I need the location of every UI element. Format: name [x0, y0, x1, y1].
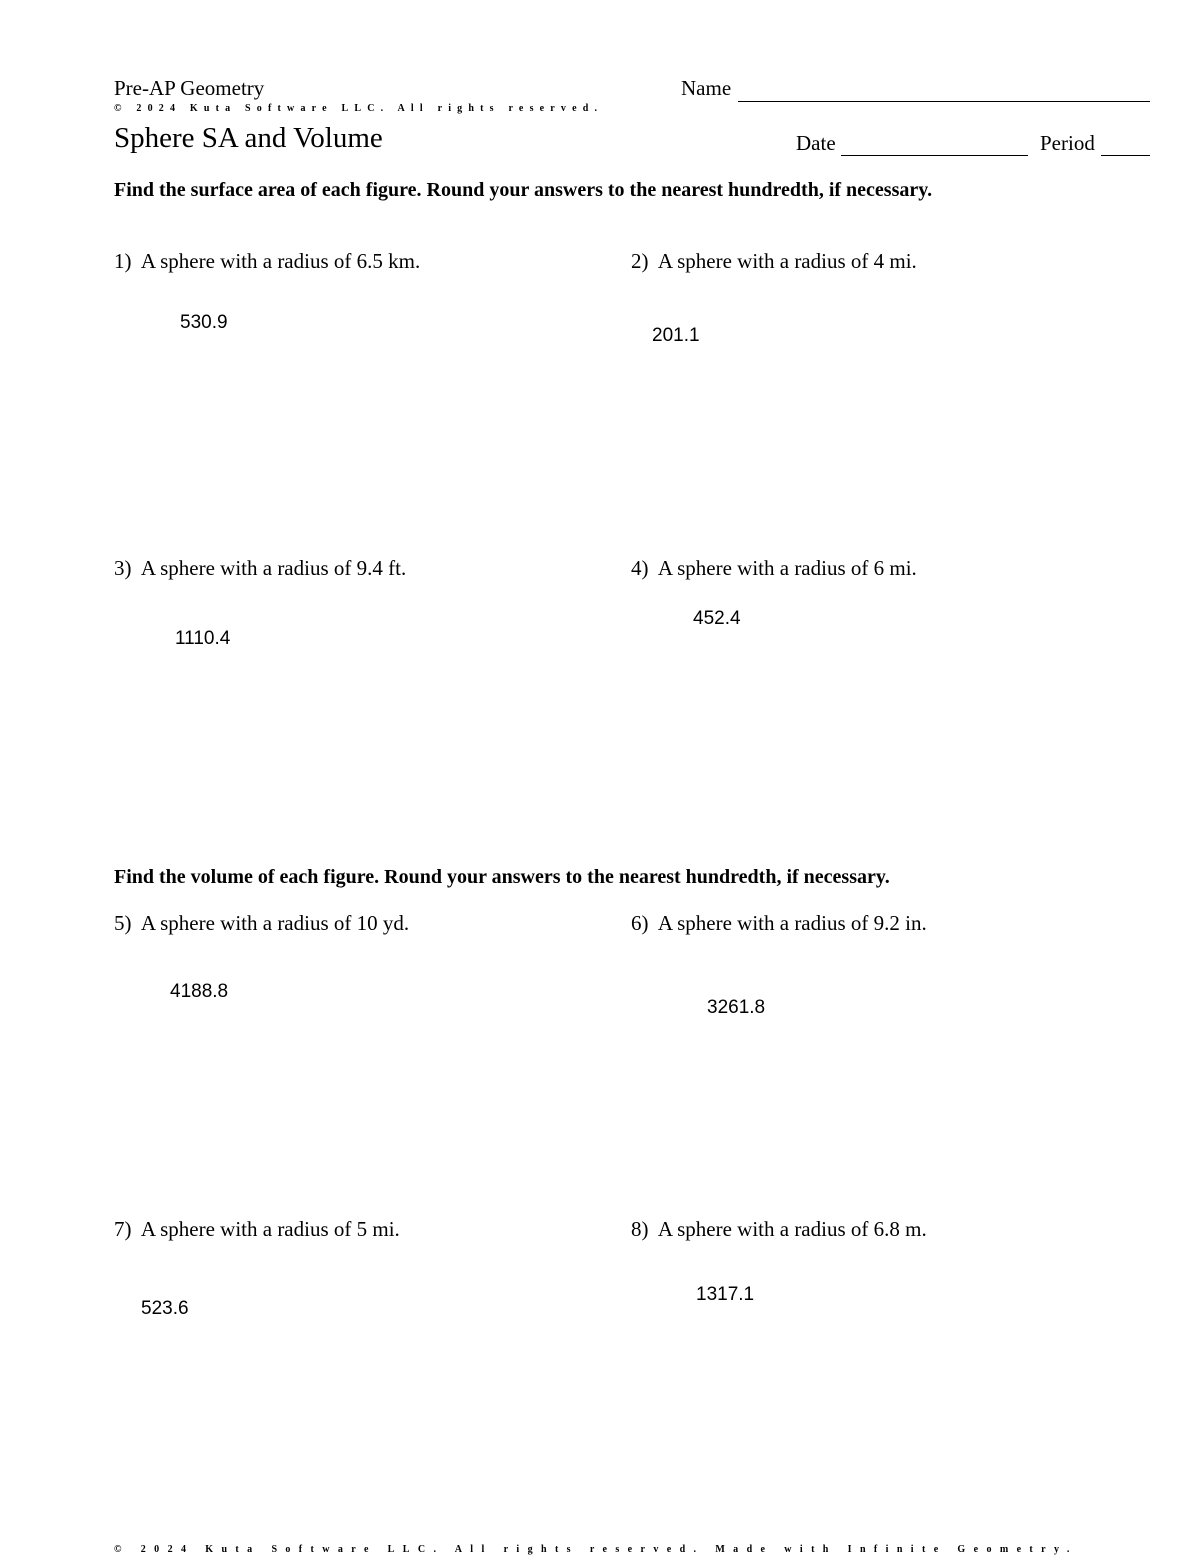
- course-name: Pre-AP Geometry: [114, 76, 265, 100]
- name-field-line[interactable]: [738, 101, 1150, 102]
- problem-number: 2): [631, 249, 649, 273]
- copyright-notice: © 2024 Kuta Software LLC. All rights reserved.: [114, 103, 604, 114]
- answer-5: 4188.8: [170, 981, 229, 1002]
- problem-number: 7): [114, 1217, 132, 1241]
- problem-6: [631, 911, 927, 936]
- problem-text: A sphere with a radius of 9.2 in.: [657, 911, 927, 935]
- problem-text: A sphere with a radius of 6.5 km.: [140, 249, 421, 273]
- problem-1: [114, 249, 420, 274]
- problem-7: [114, 1217, 400, 1242]
- footer-copyright: © 2024 Kuta Software LLC. All rights reserved. Made with Infinite Geometry.: [114, 1544, 1078, 1555]
- problem-2: [631, 249, 917, 274]
- name-label: Name: [681, 76, 732, 100]
- problem-text: A sphere with a radius of 6.8 m.: [657, 1217, 927, 1241]
- problem-8: [631, 1217, 927, 1242]
- section-instructions-surface-area: Find the surface area of each figure. Round your answers to the nearest hundredth, if necessary.: [114, 179, 933, 201]
- problem-3: [114, 556, 406, 581]
- problem-text: A sphere with a radius of 6 mi.: [657, 556, 917, 580]
- answer-4: 452.4: [693, 608, 741, 629]
- answer-6: 3261.8: [707, 997, 766, 1018]
- date-label: Date: [796, 131, 836, 155]
- problem-text: A sphere with a radius of 9.4 ft.: [140, 556, 407, 580]
- problem-number: 4): [631, 556, 649, 580]
- problem-text: A sphere with a radius of 10 yd.: [140, 911, 410, 935]
- answer-8: 1317.1: [696, 1284, 755, 1305]
- answer-1: 530.9: [180, 312, 228, 333]
- problem-4: [631, 556, 917, 581]
- worksheet-title: Sphere SA and Volume: [114, 122, 383, 154]
- problem-number: 6): [631, 911, 649, 935]
- answer-2: 201.1: [652, 325, 700, 346]
- problem-number: 5): [114, 911, 132, 935]
- problem-5: [114, 911, 409, 936]
- problem-text: A sphere with a radius of 4 mi.: [657, 249, 917, 273]
- period-label: Period: [1040, 131, 1095, 155]
- date-field-line[interactable]: [841, 155, 1028, 156]
- answer-7: 523.6: [141, 1298, 189, 1319]
- problem-text: A sphere with a radius of 5 mi.: [140, 1217, 400, 1241]
- problem-number: 8): [631, 1217, 649, 1241]
- problem-number: 3): [114, 556, 132, 580]
- answer-3: 1110.4: [175, 628, 231, 649]
- problem-number: 1): [114, 249, 132, 273]
- section-instructions-volume: Find the volume of each figure. Round your answers to the nearest hundredth, if necessary.: [114, 866, 890, 888]
- period-field-line[interactable]: [1101, 155, 1150, 156]
